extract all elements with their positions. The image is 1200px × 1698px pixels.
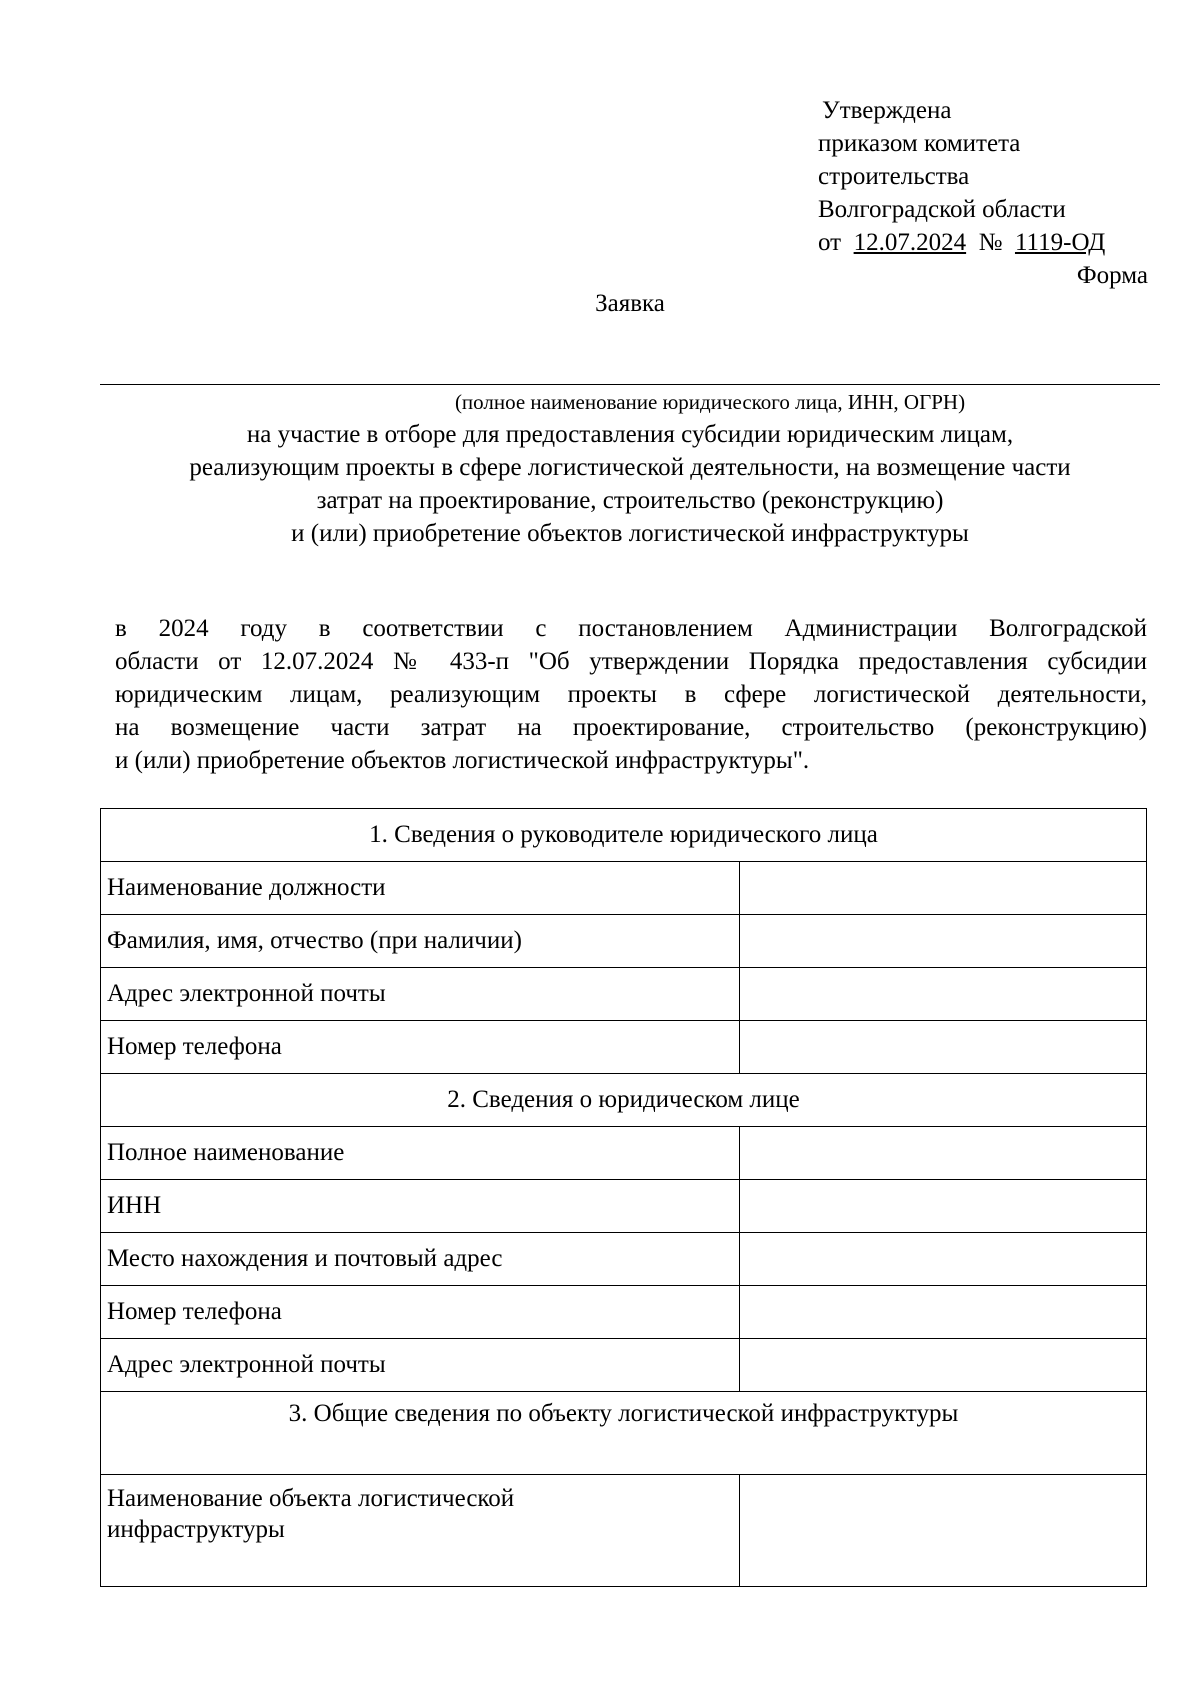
table-row [101, 1286, 1147, 1339]
value-cell[interactable] [740, 968, 1147, 1021]
section-header-2: 2. Сведения о юридическом лице [101, 1074, 1147, 1127]
value-cell[interactable] [740, 1127, 1147, 1180]
number-label: № [978, 229, 1003, 256]
purpose-line: реализующим проекты в сфере логистической деятельности, на возмещение части [189, 454, 1071, 481]
section-header-3: 3. Общие сведения по объекту логистической инфраструктуры [101, 1392, 1147, 1475]
table-row [101, 862, 1147, 915]
approval-line: Утверждена [822, 97, 952, 124]
approval-block [818, 94, 1148, 292]
body-line: в 2024 году в соответствии с постановлением Администрации Волгоградской [115, 615, 1147, 642]
from-label: от [818, 229, 842, 256]
table-row [101, 1475, 1147, 1587]
table-row [101, 915, 1147, 968]
body-line: на возмещение части затрат на проектирование, строительство (реконструкцию) [115, 714, 1147, 741]
approval-date-line [818, 226, 1148, 259]
row-label: Номер телефона [101, 1021, 740, 1074]
row-label: Место нахождения и почтовый адрес [101, 1233, 740, 1286]
table-row [101, 1127, 1147, 1180]
row-label: Адрес электронной почты [101, 1339, 740, 1392]
approval-line: приказом комитета [818, 130, 1021, 157]
approval-line: строительства [818, 163, 970, 190]
org-name-line [100, 384, 1160, 385]
row-label: ИНН [101, 1180, 740, 1233]
body-paragraph [115, 612, 1147, 777]
approval-number: 1119-ОД [1014, 229, 1106, 256]
row-label-line: Наименование объекта логистической [107, 1485, 515, 1512]
row-label-line: инфраструктуры [107, 1516, 285, 1543]
row-label: Номер телефона [101, 1286, 740, 1339]
approval-line: Волгоградской области [818, 196, 1066, 223]
form-label: Форма [1076, 262, 1148, 289]
row-label: Полное наименование [101, 1127, 740, 1180]
section-header-1: 1. Сведения о руководителе юридического лица [101, 809, 1147, 862]
row-label [101, 1475, 740, 1587]
value-cell[interactable] [740, 862, 1147, 915]
body-line: области от 12.07.2024 № 433-п "Об утверждении Порядка предоставления субсидии [115, 648, 1147, 675]
row-label: Адрес электронной почты [101, 968, 740, 1021]
row-label: Наименование должности [101, 862, 740, 915]
value-cell[interactable] [740, 1286, 1147, 1339]
row-label: Фамилия, имя, отчество (при наличии) [101, 915, 740, 968]
value-cell[interactable] [740, 1021, 1147, 1074]
value-cell[interactable] [740, 1233, 1147, 1286]
purpose-text [115, 418, 1145, 550]
purpose-line: затрат на проектирование, строительство (реконструкцию) [316, 487, 944, 514]
approval-date: 12.07.2024 [853, 229, 967, 256]
value-cell[interactable] [740, 1180, 1147, 1233]
page-title: Заявка [595, 290, 665, 317]
value-cell[interactable] [740, 1475, 1147, 1587]
table-row [101, 1180, 1147, 1233]
value-cell[interactable] [740, 915, 1147, 968]
table-row [101, 1021, 1147, 1074]
application-table [100, 808, 1147, 1587]
body-line: и (или) приобретение объектов логистической инфраструктуры". [115, 747, 810, 774]
body-line: юридическим лицам, реализующим проекты в сфере логистической деятельности, [115, 681, 1147, 708]
table-row [101, 968, 1147, 1021]
purpose-line: на участие в отборе для предоставления субсидии юридическим лицам, [246, 421, 1014, 448]
table-row [101, 1233, 1147, 1286]
org-caption: (полное наименование юридического лица, ИНН, ОГРН) [454, 390, 966, 414]
value-cell[interactable] [740, 1339, 1147, 1392]
table-row [101, 1339, 1147, 1392]
purpose-line: и (или) приобретение объектов логистической инфраструктуры [291, 520, 969, 547]
